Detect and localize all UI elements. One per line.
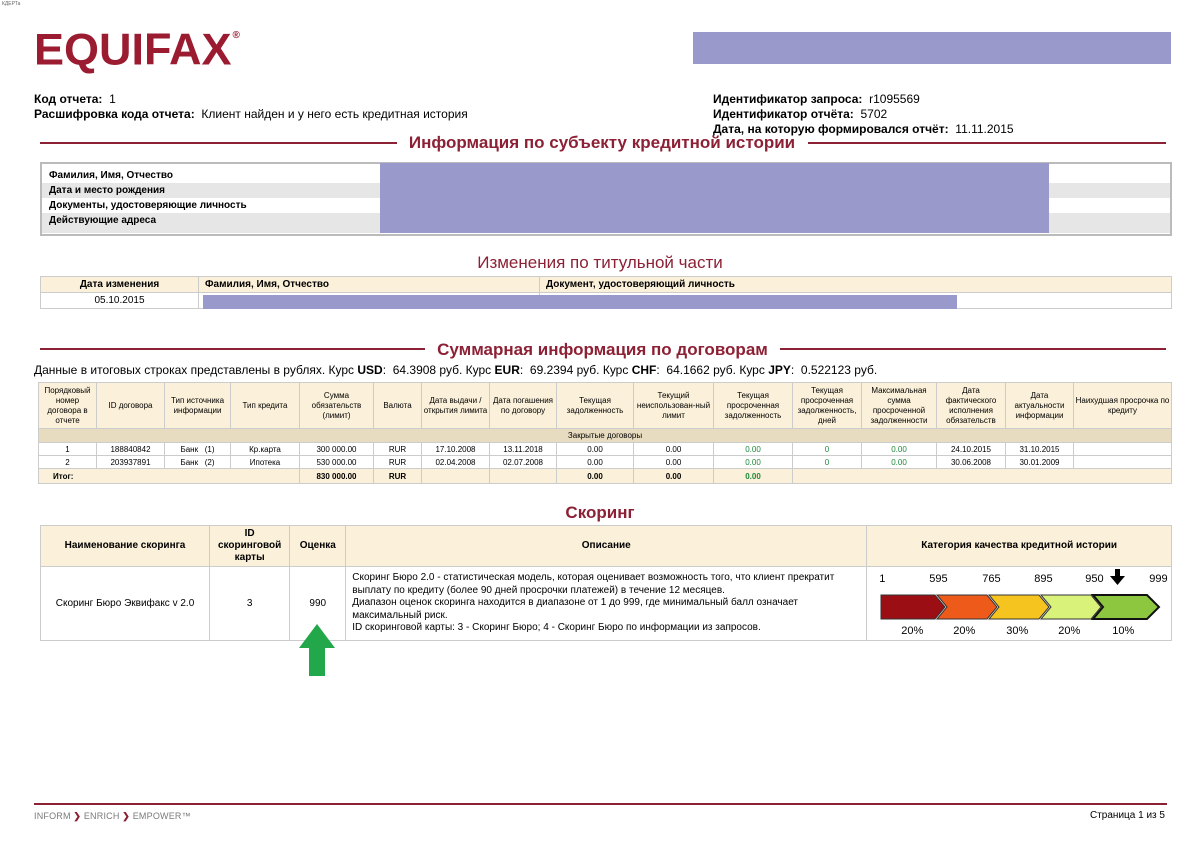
redacted-header-block	[693, 32, 1171, 64]
contracts-header-4: Сумма обязательств (лимит)	[300, 383, 374, 429]
footer-word-empower: EMPOWER™	[132, 811, 191, 821]
contract-2-overdue-days: 0	[793, 456, 862, 469]
scale-label: 950	[1085, 573, 1104, 585]
scale-segment-3	[989, 595, 1049, 619]
scoring-row	[41, 567, 1172, 641]
report-id-label: Идентификатор отчёта:	[713, 107, 854, 121]
summary-title-rule-right	[780, 348, 1166, 350]
logo-registered-mark: ®	[232, 30, 240, 42]
changes-header-fio: Фамилия, Имя, Отчество	[199, 277, 540, 293]
description-line: максимальный риск.	[352, 609, 448, 621]
contract-2-unused-limit: 0.00	[634, 456, 714, 469]
footer-slogan	[34, 811, 191, 822]
summary-title-rule-left	[40, 348, 425, 350]
changes-header-row	[41, 277, 1172, 293]
footer-word-inform: INFORM	[34, 811, 71, 821]
contract-1-worst-overdue	[1074, 443, 1172, 456]
contract-row	[39, 443, 1172, 456]
segment-percent: 10%	[1112, 625, 1135, 637]
changes-row-date: 05.10.2015	[41, 293, 199, 309]
description-line: Диапазон оценок скоринга находится в диапазоне от 1 до 999, где минимальный балл означает	[352, 597, 799, 608]
scoring-header-description: Описание	[346, 526, 867, 567]
contracts-group-label: Закрытые договоры	[39, 429, 1172, 443]
scale-label: 1	[879, 573, 886, 585]
contract-2-open-date: 02.04.2008	[422, 456, 490, 469]
changes-header-date: Дата изменения	[41, 277, 199, 293]
total-overdue: 0.00	[714, 469, 793, 484]
corner-label: КДЕРТа	[2, 1, 21, 7]
description-line: ID скоринговой карты: 3 - Скоринг Бюро; 4 - Скоринг Бюро по информации из запросов.	[352, 622, 761, 633]
contract-2-debt: 0.00	[557, 456, 634, 469]
quality-scale	[867, 567, 1172, 639]
footer-chevron-icon: ❯	[73, 811, 82, 821]
contracts-header-15: Наихудшая просрочка по кредиту	[1074, 383, 1172, 429]
page-number: Страница 1 из 5	[1090, 810, 1165, 821]
scale-segment-4	[1041, 595, 1101, 619]
redacted-changes-data	[203, 295, 957, 309]
redacted-subject-data	[380, 163, 1049, 233]
contracts-header-2: Тип источника информации	[165, 383, 231, 429]
contract-2-index: 2	[39, 456, 97, 469]
total-debt: 0.00	[557, 469, 634, 484]
scoring-table	[40, 525, 1172, 641]
segment-percent: 30%	[1006, 625, 1029, 637]
report-id-value: 5702	[860, 107, 888, 121]
scale-label: 595	[929, 573, 948, 585]
contract-2-close-date: 02.07.2008	[490, 456, 557, 469]
contracts-header-7: Дата погашения по договору	[490, 383, 557, 429]
report-code-label: Код отчета:	[34, 92, 103, 106]
total-unused: 0.00	[634, 469, 714, 484]
contracts-header-9: Текущий неиспользован-ный лимит	[634, 383, 714, 429]
contract-1-source: Банк (1)	[165, 443, 231, 456]
request-id-label: Идентификатор запроса:	[713, 92, 863, 106]
contract-1-open-date: 17.10.2008	[422, 443, 490, 456]
equifax-logo	[34, 25, 239, 76]
contracts-header-row	[39, 383, 1172, 429]
scale-segment-1	[881, 595, 945, 619]
scoring-header-row	[41, 526, 1172, 567]
scoring-card-id: 3	[210, 567, 290, 641]
report-meta-left	[34, 92, 468, 122]
changes-header-document: Документ, удостоверяющий личность	[540, 277, 1172, 293]
scoring-description	[346, 567, 867, 641]
rates-intro: Данные в итоговых строках представлены в рублях. Курс	[34, 363, 355, 377]
contract-2-type: Ипотека	[231, 456, 300, 469]
contracts-table	[38, 382, 1172, 484]
exchange-rates-line: Данные в итоговых строках представлены в рублях. Курс USD: 64.3908 руб. Курс EUR: 69.2394 руб. Курс CHF: 64.1662 руб. Курс JPY: 0.522123 руб.	[34, 363, 878, 377]
contracts-header-10: Текущая просроченная задолженность	[714, 383, 793, 429]
rate-chf-code: CHF	[631, 363, 657, 377]
subject-title-rule-left	[40, 142, 397, 144]
contracts-header-14: Дата актуальности информации	[1006, 383, 1074, 429]
contract-2-fulfil-date: 30.06.2008	[937, 456, 1006, 469]
contract-1-type: Кр.карта	[231, 443, 300, 456]
segment-percent: 20%	[953, 625, 976, 637]
total-label: Итог:	[39, 469, 300, 484]
rate-jpy-value: 0.522123 руб.	[800, 363, 878, 377]
scoring-header-category: Категория качества кредитной истории	[867, 526, 1172, 567]
contract-1-close-date: 13.11.2018	[490, 443, 557, 456]
contract-2-actual-date: 30.01.2009	[1006, 456, 1074, 469]
subject-row-documents: Документы, удостоверяющие личность	[49, 200, 247, 211]
contracts-header-12: Максимальная сумма просроченной задолженности	[862, 383, 937, 429]
total-empty-2	[490, 469, 557, 484]
footer-chevron-icon: ❯	[122, 811, 131, 821]
total-currency: RUR	[374, 469, 422, 484]
rate-usd-value: 64.3908 руб.	[392, 363, 463, 377]
changes-section-title: Изменения по титульной части	[477, 253, 723, 272]
rate-usd-code: USD	[357, 363, 383, 377]
report-code-value: 1	[109, 92, 116, 106]
footer-rule	[34, 803, 1167, 805]
segment-percent: 20%	[1058, 625, 1081, 637]
footer-word-enrich: ENRICH	[83, 811, 120, 821]
contract-1-overdue: 0.00	[714, 443, 793, 456]
contracts-header-11: Текущая просроченная задолженность, дней	[793, 383, 862, 429]
subject-section-title: Информация по субъекту кредитной истории	[408, 133, 796, 152]
summary-section-title: Суммарная информация по договорам	[437, 340, 768, 359]
contract-row	[39, 456, 1172, 469]
report-meta-right	[713, 92, 1014, 137]
contracts-header-13: Дата фактического исполнения обязательств	[937, 383, 1006, 429]
contracts-group-row	[39, 429, 1172, 443]
score-highlight-arrow-icon	[298, 622, 336, 678]
contracts-header-3: Тип кредита	[231, 383, 300, 429]
contract-2-source: Банк (2)	[165, 456, 231, 469]
scale-label: 765	[982, 573, 1001, 585]
logo-text: EQUIFAX	[34, 24, 232, 75]
rate-jpy-code: JPY	[768, 363, 791, 377]
description-line: Скоринг Бюро 2.0 - статистическая модель, которая оценивает возможность того, что клиент прекратит	[352, 572, 835, 583]
contracts-header-5: Валюта	[374, 383, 422, 429]
report-decode-label: Расшифровка кода отчета:	[34, 107, 195, 121]
contract-1-max-overdue: 0.00	[862, 443, 937, 456]
contract-1-currency: RUR	[374, 443, 422, 456]
subject-row-fio: Фамилия, Имя, Отчество	[49, 170, 174, 181]
subject-title-rule-right	[808, 142, 1166, 144]
subject-row-addresses: Действующие адреса	[42, 213, 1170, 233]
scoring-header-card-id: ID скоринговой карты	[210, 526, 290, 567]
rate-prefix-eur: Курс	[465, 363, 492, 377]
contract-1-index: 1	[39, 443, 97, 456]
contract-2-limit: 530 000.00	[300, 456, 374, 469]
contract-2-overdue: 0.00	[714, 456, 793, 469]
scoring-category-cell	[867, 567, 1172, 641]
contracts-header-1: ID договора	[97, 383, 165, 429]
contract-1-actual-date: 31.10.2015	[1006, 443, 1074, 456]
report-decode-value: Клиент найден и у него есть кредитная история	[201, 107, 468, 121]
scale-segment-2	[937, 595, 997, 619]
scoring-section-title: Скоринг	[565, 503, 635, 522]
rate-chf-value: 64.1662 руб.	[666, 363, 736, 377]
contracts-header-0: Порядковый номер договора в отчете	[39, 383, 97, 429]
rate-prefix-jpy: Курс	[739, 363, 765, 377]
contract-1-fulfil-date: 24.10.2015	[937, 443, 1006, 456]
contracts-total-row	[39, 469, 1172, 484]
contract-1-limit: 300 000.00	[300, 443, 374, 456]
total-empty-1	[422, 469, 490, 484]
scoring-score: 990	[290, 567, 346, 641]
request-id-value: r1095569	[869, 92, 920, 106]
contract-1-debt: 0.00	[557, 443, 634, 456]
rate-eur-value: 69.2394 руб.	[529, 363, 600, 377]
scoring-header-score: Оценка	[290, 526, 346, 567]
description-line: выплату по кредиту (более 90 дней просрочки платежей) в течение 12 месяцев.	[352, 584, 725, 596]
segment-percent: 20%	[901, 625, 924, 637]
scale-segment-5	[1093, 595, 1159, 619]
rate-eur-code: EUR	[494, 363, 520, 377]
scoring-name: Скоринг Бюро Эквифакс v 2.0	[41, 567, 210, 641]
subject-row-birth: Дата и место рождения	[42, 183, 1170, 198]
contract-1-unused-limit: 0.00	[634, 443, 714, 456]
total-sum: 830 000.00	[300, 469, 374, 484]
contract-1-overdue-days: 0	[793, 443, 862, 456]
scoring-header-name: Наименование скоринга	[41, 526, 210, 567]
contracts-header-8: Текущая задолженность	[557, 383, 634, 429]
contract-1-id: 188840842	[97, 443, 165, 456]
scale-label: 895	[1034, 573, 1053, 585]
report-date-label: Дата, на которую формировался отчёт:	[713, 122, 949, 136]
contract-2-worst-overdue	[1074, 456, 1172, 469]
contract-2-max-overdue: 0.00	[862, 456, 937, 469]
contract-2-currency: RUR	[374, 456, 422, 469]
report-date-value: 11.11.2015	[955, 122, 1014, 136]
contract-2-id: 203937891	[97, 456, 165, 469]
contracts-header-6: Дата выдачи / открытия лимита	[422, 383, 490, 429]
scale-label: 999	[1149, 573, 1168, 585]
rate-prefix-chf: Курс	[602, 363, 629, 377]
total-empty-3	[793, 469, 1172, 484]
current-score-marker-icon	[1110, 569, 1125, 585]
